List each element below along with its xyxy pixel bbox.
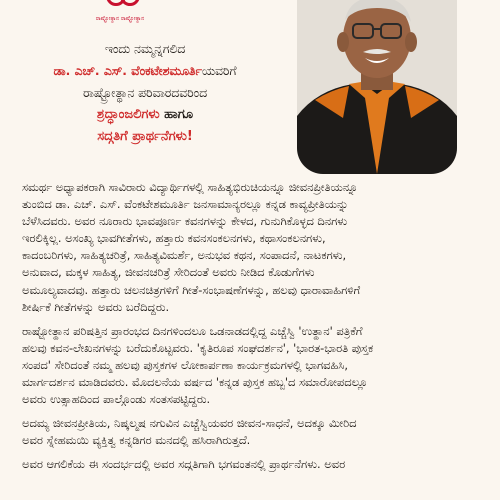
honoree-name: ಡಾ. ಎಚ್. ಎಸ್. ವೆಂಕಟೇಶಮೂರ್ತಿ <box>53 64 202 78</box>
paragraph-4 <box>22 456 484 473</box>
paragraph-2 <box>22 323 484 408</box>
heading-tribute-line <box>20 104 270 126</box>
paragraph-1 <box>22 179 484 316</box>
text-line: ಮಾರ್ಗದರ್ಶನ ಮಾಡಿದವರು. ಮೊದಲನೆಯ ವರ್ಷದ 'ಕನ್ನಡ ಪುಸ್ತಕ ಹಬ್ಬ'ದ ಸಮಾರೋಪದಲ್ಲೂ <box>22 375 368 390</box>
heading-name-line <box>20 60 270 82</box>
organization-logo <box>80 0 160 24</box>
text-line: ಅವರು ಉತ್ಸಾಹದಿಂದ ಪಾಲ್ಗೊಂಡು ಸಂತಸಪಟ್ಟಿದ್ದರು. <box>22 392 211 407</box>
text-line: ಹಲವು ಕವನ-ಲೇಖನಗಳನ್ನು ಬರೆದುಕೊಟ್ಟವರು. 'ಕೃತಿರೂಪ ಸಂಘದರ್ಶನ', 'ಭಾರತ-ಭಾರತಿ ಪುಸ್ತಕ <box>22 340 374 355</box>
text-line: ತುಂಬಿದ ಡಾ. ಎಚ್. ಎಸ್. ವೆಂಕಟೇಶಮೂರ್ತಿ ಜನಸಾಮಾನ್ಯರಲ್ಲೂ ಕನ್ನಡ ಕಾವ್ಯಪ್ರೀತಿಯನ್ನು <box>22 197 349 212</box>
text-line: ಅವರ ಆಗಲಿಕೆಯ ಈ ಸಂದರ್ಭದಲ್ಲಿ ಅವರ ಸದ್ಗತಿಗಾಗಿ ಭಗವಂತನಲ್ಲಿ ಪ್ರಾರ್ಥನೆಗಳು. ಅವರ <box>22 457 346 472</box>
text-line: ಅಮೂಲ್ಯವಾದವು. ಹತ್ತಾರು ಚಲನಚಿತ್ರಗಳಿಗೆ ಗೀತೆ-ಸಂಭಾಷಣೆಗಳನ್ನು, ಹಲವು ಧಾರಾವಾಹಿಗಳಿಗೆ <box>22 282 361 297</box>
logo-text: ರಾಷ್ಟ್ರೋತ್ಥಾನ ರಾಷ್ಟ್ರೋತ್ಥಾನ <box>95 16 145 22</box>
heading-line-3: ರಾಷ್ಟ್ರೋತ್ಥಾನ ಪರಿವಾರದವರಿಂದ <box>82 86 208 100</box>
tribute-word: ಶ್ರದ್ಧಾಂಜಲಿಗಳು <box>96 107 160 122</box>
heading-line-1: ಇಂದು ನಮ್ಮನ್ನಗಲಿದ <box>104 42 186 56</box>
portrait-illustration <box>297 0 457 174</box>
text-line: ಅನುವಾದ, ಮಕ್ಕಳ ಸಾಹಿತ್ಯ, ಜೀವನಚರಿತ್ರೆ ಸೇರಿದಂತೆ ಅವರು ನೀಡಿದ ಕೊಡುಗೆಗಳು <box>22 265 315 280</box>
text-line: ಇರಲಿಕ್ಕಿಲ್ಲ. ಅಸಂಖ್ಯ ಭಾವಗೀತೆಗಳು, ಹತ್ತಾರು ಕವನಸಂಕಲನಗಳು, ಕಥಾಸಂಕಲನಗಳು, <box>22 231 326 246</box>
heading-prayer-line: ಸದ್ಗತಿಗೆ ಪ್ರಾರ್ಥನೆಗಳು! <box>97 129 193 144</box>
honoree-name-suffix: ಯವರಿಗೆ <box>201 64 237 78</box>
tribute-suffix: ಹಾಗೂ <box>159 107 194 122</box>
text-line: ಕಾದಂಬರಿಗಳು, ಸಾಹಿತ್ಯಚರಿತ್ರೆ, ಸಾಹಿತ್ಯವಿಮರ್ಶೆ, ಅನುಭವ ಕಥನ, ಸಂಪಾದನೆ, ನಾಟಕಗಳು, <box>22 248 347 263</box>
text-line: ಅವರ ಸ್ನೇಹಮಯಿ ವ್ಯಕ್ತಿತ್ವ ಕನ್ನಡಿಗರ ಮನದಲ್ಲಿ ಹಸಿರಾಗಿರುತ್ತದೆ. <box>22 433 251 448</box>
paragraph-3 <box>22 415 484 449</box>
logo-mark-icon <box>80 0 160 4</box>
text-line: ಅದಮ್ಯ ಜೀವನಪ್ರೀತಿಯ, ನಿಷ್ಕಲ್ಮಷ ನಗುವಿನ ಎಚ್ಚೆಸ್ವಿಯವರ ಜೀವನ-ಸಾಧನೆ, ಅದಕ್ಕೂ ಮೀರಿದ <box>22 416 357 431</box>
tribute-body <box>22 179 484 481</box>
text-line: ಬೆಳೆಸಿದವರು. ಅವರ ನೂರಾರು ಭಾವಪೂರ್ಣ ಕವನಗಳನ್ನು ಕೇಳದ, ಗುನುಗಿಕೊಳ್ಳದ ದಿನಗಳು <box>22 214 348 229</box>
text-line: ಶೀರ್ಷಿಕೆ ಗೀತೆಗಳನ್ನು ಅವರು ಬರೆದಿದ್ದರು. <box>22 299 170 314</box>
portrait-photo <box>297 0 457 174</box>
text-line: ಸಮರ್ಥ ಅಧ್ಯಾಪಕರಾಗಿ ಸಾವಿರಾರು ವಿದ್ಯಾರ್ಥಿಗಳಲ್ಲಿ ಸಾಹಿತ್ಯಭಿರುಚಿಯನ್ನೂ ಜೀವನಪ್ರೀತಿಯನ್ನೂ <box>22 180 358 194</box>
text-line: ಸಂಪದ' ಸೇರಿದಂತೆ ನಮ್ಮ ಹಲವು ಪುಸ್ತಕಗಳ ಲೋಕಾರ್ಪಣಾ ಕಾರ್ಯಕ್ರಮಗಳಲ್ಲಿ ಭಾಗವಹಿಸಿ, <box>22 357 348 372</box>
tribute-heading <box>20 38 270 148</box>
text-line: ರಾಷ್ಟ್ರೋತ್ಥಾನ ಪರಿಷತ್ತಿನ ಪ್ರಾರಂಭದ ದಿನಗಳಿಂದಲೂ ಒಡನಾಡದಲ್ಲಿದ್ದ ಎಚ್ಚೆಸ್ವಿ 'ಉತ್ಥಾನ' ಪತ್ರಿಕೆಗೆ <box>22 323 363 338</box>
